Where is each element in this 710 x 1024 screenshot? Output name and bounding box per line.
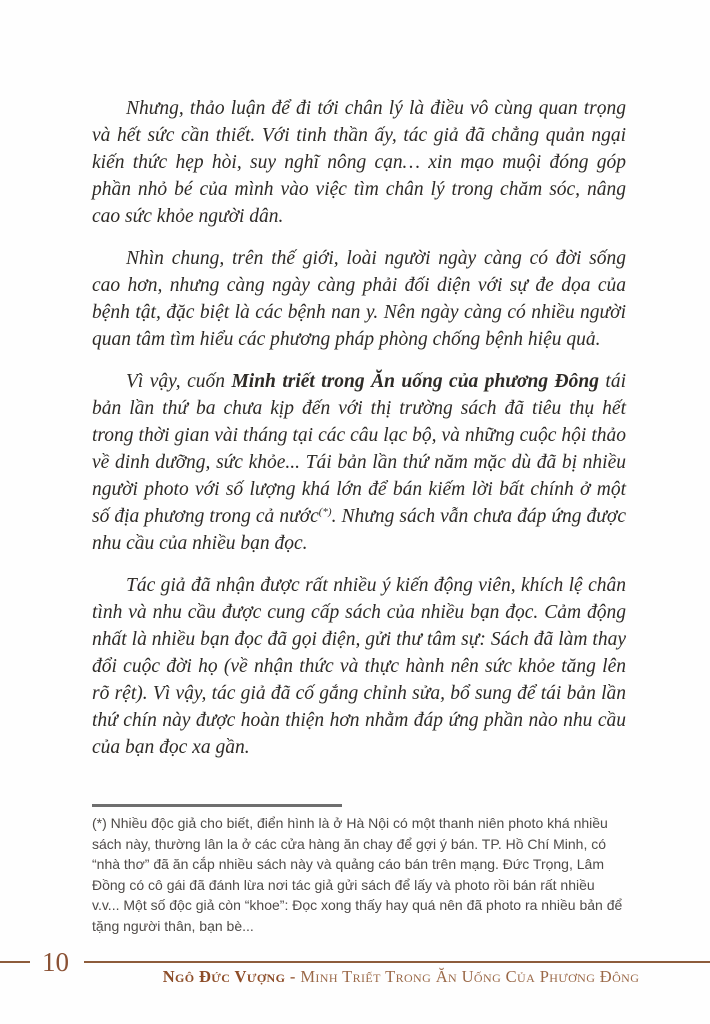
paragraph-3-mid: tái bản lần thứ ba chưa kịp đến với thị trường sách đã tiêu thụ hết trong thời gian vài tháng tại các câu lạc bộ, và những cuộc hội thảo về dinh dưỡng, sức khỏe... Tái bản lần thứ năm mặc dù đã bị nhiều người photo với số lượng khá lớn để bán kiếm lời bất chính ở một số địa phương trong cả nước xyxy=(92,371,627,527)
page-number: 10 xyxy=(42,946,69,977)
inline-book-title: Minh triết trong Ăn uống của phương Đông xyxy=(231,371,599,392)
footer-rule-right-segment xyxy=(84,961,710,963)
footnote-reference-marker: (*) xyxy=(318,506,332,518)
running-title-separator: - xyxy=(285,967,301,986)
footnote-text: (*) Nhiều độc giả cho biết, điển hình là ở Hà Nội có một thanh niên photo khá nhiều sách này, thường lân la ở các cửa hàng ăn chay để gợi ý bán. TP. Hồ Chí Minh, có “nhà thơ” đã ăn cắp nhiều sách này và quảng cáo bán trên mạng. Đức Trọng, Lâm Đồng có cô gái đã đánh lừa nơi tác giả gửi sách để lấy và photo rồi bán rất nhiều v.v... Một số độc giả còn “khoe”: Đọc xong thấy hay quá nên đã photo ra nhiều bản để tặng người thân, bạn bè... xyxy=(92,815,623,934)
paragraph-2: Nhìn chung, trên thế giới, loài người ngày càng có đời sống cao hơn, nhưng càng ngày càng phải đối diện với sự đe dọa của bệnh tật, đặc biệt là các bệnh nan y. Nên ngày càng có nhiều người quan tâm tìm hiểu các phương pháp phòng chống bệnh hiệu quả. xyxy=(92,248,626,350)
paragraph-1: Nhưng, thảo luận để đi tới chân lý là điều vô cùng quan trọng và hết sức cần thiết. Với tinh thần ấy, tác giả đã chẳng quản ngại kiến thức hẹp hòi, suy nghĩ nông cạn… xin mạo muội đóng góp phần nhỏ bé của mình vào việc tìm chân lý trong chăm sóc, nâng cao sức khỏe người dân. xyxy=(92,98,626,227)
running-title-book: Minh Triết Trong Ăn Uống Của Phương Đông xyxy=(300,967,640,986)
footnote-section xyxy=(92,804,626,936)
footer-rule-left-segment xyxy=(0,961,30,963)
paragraph-4: Tác giả đã nhận được rất nhiều ý kiến động viên, khích lệ chân tình và nhu cầu được cung cấp sách của nhiều bạn đọc. Cảm động nhất là nhiều bạn đọc đã gọi điện, gửi thư tâm sự: Sách đã làm thay đổi cuộc đời họ (về nhận thức và thực hành nên sức khỏe tăng lên rõ rệt). Vì vậy, tác giả đã cố gắng chỉnh sửa, bổ sung để tái bản lần thứ chín này được hoàn thiện hơn nhằm đáp ứng phần nào nhu cầu của bạn đọc xa gần. xyxy=(92,575,626,758)
paragraph-3 xyxy=(92,368,626,557)
paragraph-3-post: . Nhưng sách vẫn chưa đáp ứng được nhu cầu của nhiều bạn đọc. xyxy=(92,506,626,554)
running-title-author: Ngô Đức Vượng xyxy=(162,967,286,986)
footnote-divider-rule xyxy=(92,804,342,807)
paragraph-3-pre: Vì vậy, cuốn xyxy=(126,371,232,392)
running-title xyxy=(92,967,710,987)
page-body xyxy=(92,95,626,776)
